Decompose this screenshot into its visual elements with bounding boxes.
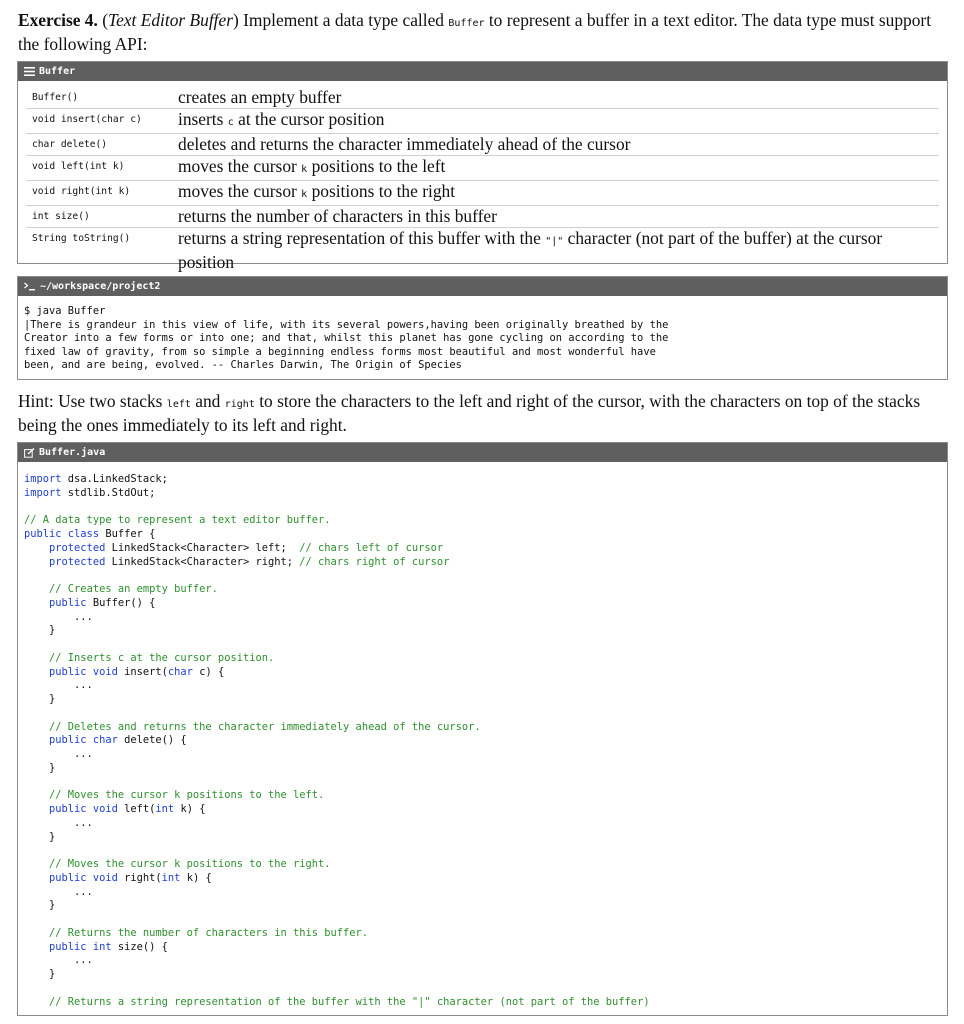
code-text: stdlib.StdOut; [61,486,156,499]
code-line [24,844,941,858]
code-line [24,968,941,982]
exercise-intro [18,10,948,55]
api-signature: void right(int k) [32,186,131,197]
code-text: ... [24,679,93,692]
api-description-code: k [301,164,308,175]
api-description-pre: returns a string representation of this buffer with the [178,228,541,248]
code-line [24,597,941,611]
code-text [24,803,49,815]
api-signature: int size() [32,211,90,222]
code-text: } [24,761,56,774]
code-text: LinkedStack<Character> left; [105,541,300,554]
terminal-line: been, and are being, evolved. -- Charles Darwin, The Origin of Species [24,359,462,371]
code-line [24,721,941,735]
api-description [174,228,939,273]
hint-code-left: left [166,399,191,410]
code-line [24,748,941,762]
code-keyword: import [24,486,62,499]
code-comment: // Moves the cursor k positions to the left. [49,789,325,802]
code-comment: // Returns a string representation of the buffer with the "|" character (not part of the buffer) [49,995,650,1008]
code-line [24,556,941,570]
code-line [24,913,941,927]
code-text [24,597,49,609]
api-box [17,61,948,272]
code-text [24,927,49,939]
terminal-line: fixed law of gravity, from so simple a beginning endless forms most beautiful and most wonderful have [24,345,656,358]
code-comment: // Moves the cursor k positions to the right. [49,858,331,870]
code-keyword: protected [49,541,106,554]
api-signature: Buffer() [32,92,79,103]
api-table [18,81,947,273]
api-row [26,156,939,181]
terminal-box-header [18,277,947,296]
code-line [24,803,941,817]
code-text: } [24,693,56,705]
api-description-code: c [227,117,234,128]
code-text: } [24,968,56,980]
api-description-code: "|" [545,236,564,247]
code-line [24,762,941,776]
code-line [24,652,941,666]
code-text: ... [24,610,93,623]
api-description-post: positions to the right [311,181,456,201]
code-line [24,776,941,790]
code-line [24,514,941,528]
intro-text-after: to represent a buffer in a text editor. The data type must support the following API: [18,10,932,54]
terminal-prompt-icon [24,282,36,291]
code-text [24,721,49,733]
title-paren-open: ( [102,10,109,30]
code-comment: // Inserts c at the cursor position. [49,651,275,664]
code-line [24,982,941,996]
code-line [24,789,941,803]
code-text: Buffer { [99,528,156,540]
code-text: } [24,830,56,843]
code-line [24,927,941,941]
code-text [24,734,49,746]
code-text [24,652,49,664]
api-signature: void left(int k) [32,161,125,172]
code-line [24,693,941,707]
hint-paragraph [18,391,948,436]
hint-text-pre: Hint: Use two stacks [18,391,163,411]
edit-icon [24,448,35,458]
code-line [24,624,941,638]
api-description [174,109,939,133]
api-description-pre: moves the cursor [178,181,297,201]
code-text [24,858,49,870]
code-line [24,954,941,968]
code-text: dsa.LinkedStack; [61,473,168,485]
code-keyword: public char [49,734,118,747]
code-text [24,542,49,554]
code-keyword: public [49,596,87,609]
code-line [24,666,941,680]
code-text: insert( [117,665,168,678]
code-box [17,442,948,1016]
code-line [24,817,941,831]
code-text [24,583,49,595]
code-line [24,679,941,693]
api-description-code: k [301,189,308,200]
code-file-name: Buffer.java [39,447,106,458]
api-row [26,228,939,273]
code-comment: // Returns the number of characters in this buffer. [49,926,369,939]
code-line [24,996,941,1010]
api-description: creates an empty buffer [178,87,342,107]
code-keyword: public void [49,871,118,884]
api-box-title: Buffer [39,66,76,77]
code-keyword: int [155,803,175,815]
intro-type-name: Buffer [448,18,485,29]
api-signature: char delete() [32,139,108,150]
code-keyword: protected [49,555,106,568]
code-keyword: public void [49,803,118,815]
api-description-pre: moves the cursor [178,156,297,176]
code-text: right( [117,871,162,884]
code-text: k) { [174,803,206,815]
code-keyword: int [161,871,181,884]
api-row [26,134,939,156]
code-text: } [24,899,56,912]
exercise-number: Exercise 4. [18,10,98,30]
code-text: ... [24,748,93,760]
code-line [24,872,941,886]
api-row [26,206,939,228]
code-keyword: char [167,665,193,678]
code-line [24,899,941,913]
code-text: size() { [111,940,168,953]
code-line [24,638,941,652]
code-line [24,707,941,721]
code-line [24,542,941,556]
code-text [24,666,49,678]
api-signature: void insert(char c) [32,114,142,125]
hint-text-post: to store the characters to the left and right of the cursor, with the characters on top of the stacks being the ones immediately to its left and right. [18,391,921,435]
code-line [24,528,941,542]
api-description-pre: inserts [178,109,224,129]
api-signature: String toString() [32,233,131,244]
exercise-title: Text Editor Buffer [108,10,233,30]
api-description [174,156,939,180]
terminal-line: |There is grandeur in this view of life, with its several powers,having been originally breathed by the [24,318,669,331]
code-line [24,611,941,625]
list-icon [24,67,35,76]
api-description [174,181,939,205]
code-listing [18,462,947,1009]
api-description-post: at the cursor position [238,109,385,129]
terminal-box [17,276,948,380]
code-line [24,734,941,748]
code-text: ... [24,954,93,967]
api-description-post: character (not part of the buffer) at the cursor position [178,228,883,272]
code-text [24,872,49,884]
code-text: } [24,624,56,637]
code-text: LinkedStack<Character> right; [105,555,300,568]
title-paren-close: ) [232,10,239,30]
terminal-path: ~/workspace/project2 [40,281,161,292]
code-line [24,941,941,955]
code-text [24,789,49,801]
code-line [24,858,941,872]
code-text: delete() { [117,734,187,747]
code-comment: // Deletes and returns the character immediately ahead of the cursor. [49,720,481,733]
code-box-header [18,443,947,462]
code-text: left( [117,803,156,815]
code-keyword: public void [49,665,118,678]
api-row [26,109,939,134]
code-line [24,473,941,487]
code-line [24,583,941,597]
code-keyword: public int [49,940,112,953]
terminal-line: Creator into a few forms or into one; and that, whilst this planet has gone cycling on according to the [24,332,669,344]
code-text: ... [24,885,93,898]
api-description: deletes and returns the character immediately ahead of the cursor [178,134,631,154]
code-text: Buffer() { [86,596,156,609]
code-keyword: import [24,473,62,485]
hint-text-and: and [195,391,221,411]
code-text: ... [24,816,93,829]
terminal-line: $ java Buffer [24,305,106,317]
api-description: returns the number of characters in this buffer [178,206,497,226]
code-text [24,996,49,1008]
api-description-post: positions to the left [311,156,446,176]
code-line [24,569,941,583]
code-text [24,941,49,953]
code-line [24,487,941,501]
api-box-header [18,62,947,81]
api-row [26,181,939,206]
code-comment: // A data type to represent a text editor buffer. [24,514,331,527]
code-comment: // Creates an empty buffer. [49,583,218,595]
code-text: c) { [192,665,225,678]
code-text: k) { [180,871,212,884]
code-keyword: public class [24,528,100,540]
code-comment: // chars left of cursor [299,541,444,554]
code-comment: // chars right of cursor [299,555,450,568]
code-text [24,556,49,568]
hint-code-right: right [224,399,255,410]
intro-text-before: Implement a data type called [243,10,444,30]
code-line [24,886,941,900]
terminal-output [18,296,947,373]
code-line [24,501,941,515]
api-row [26,87,939,109]
code-line [24,831,941,845]
